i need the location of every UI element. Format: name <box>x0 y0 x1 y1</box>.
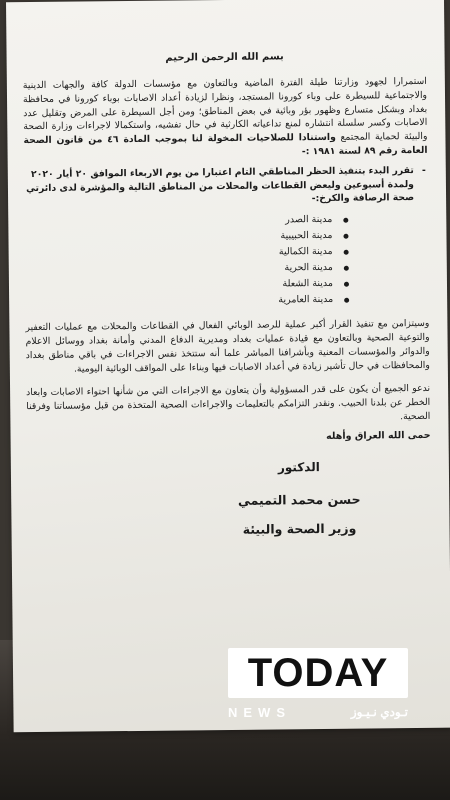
signature-name: حسن محمد التميمي <box>237 491 361 508</box>
city-name: مدينة الحرية <box>284 262 333 274</box>
city-name: مدينة العامرية <box>278 294 334 306</box>
bullet-icon <box>343 218 348 223</box>
intro-paragraph <box>23 75 428 162</box>
commitment-paragraph: وسيتزامن مع تنفيذ القرار أكبر عملية للرصد الوبائي الفعال في القطاعات والمحلات مع عمليات التعفير والتوعية الصحية وبالتعاون مع قيادة عمليات بغداد ومديرية الدفاع المدني وأمانة بغداد ووسائل الاعلام والدوائر والمؤسسات المعنية وبأشرافنا المباشر علما أنه ستتخذ نفس الاجراءات في باقي مناطق بغداد والمحافظات في حال تأشير زيادة في أعداد الاصابات فيها وبناءا على المواقف الوبائية اليومية. <box>25 318 430 375</box>
basmala-heading: بسم الله الرحمن الرحيم <box>165 51 284 64</box>
logo-box <box>228 648 408 698</box>
call-paragraph: ندعو الجميع أن يكون على قدر المسؤولية وأن يتعاون مع الاجراءات التي من شأنها احتواء الاصابات وابعاد الخطر عن بلدنا الحبيب. ونقدر التزامكم بالتعليمات والاجراءات الصحية المتخذة من قبل مؤسساتنا وفرقنا الصحية. <box>26 383 431 423</box>
signature-position: وزير الصحة والبيئة <box>242 520 357 537</box>
city-name: مدينة الشعلة <box>282 278 334 290</box>
bullet-icon <box>344 298 349 303</box>
logo-news-text: NEWS <box>228 704 291 720</box>
city-name: مدينة الكمالية <box>278 246 333 258</box>
watermark-logo <box>228 648 408 726</box>
intro-text: استمرارا لجهود وزارتنا طيلة الفترة الماضية وبالتعاون مع مؤسسات الدولة كافة والجهات الدينية والاجتماعية للسيطرة على وباء كورونا المستجد، ونظرا لزيادة أعداد الاصابات بوباء كورونا في محافظة بغداد وبشكل متسارع وظهور بؤر وبائية في بعض المناطق؛ ومن أجل السيطرة على المرض وتقليل عدد الاصابات وكسر سلسلة انتشاره لمنع تداعياته الكارثية في حال تفشيه، واستكمالا لاجراءات وزارة الصحة والبيئة لحماية المجتمع <box>22 75 428 143</box>
closing-line: حمى الله العراق وأهله <box>326 429 431 442</box>
bullet-icon <box>343 234 348 239</box>
decision-paragraph: - تقرر البدء بتنفيذ الحظر المناطقي التام اعتبارا من يوم الاربعاء الموافق ٢٠ أيار ٢٠٢٠ ولمدة أسبوعين وليعض القطاعات والمحلات من المناطق التالية والمؤشرة لدى دائرتي صحة الرصافة والكرخ:- <box>24 164 428 210</box>
city-list <box>24 211 429 311</box>
city-item <box>25 291 429 311</box>
signature-title: الدكتور <box>277 459 320 475</box>
document-page <box>6 0 450 732</box>
letter-body <box>23 50 432 539</box>
bullet-icon <box>344 266 349 271</box>
logo-subtitle <box>228 702 408 722</box>
bullet-icon <box>344 250 349 255</box>
logo-word: TODAY <box>247 650 389 695</box>
city-name: مدينة الحبيبية <box>280 230 333 242</box>
bullet-icon <box>344 282 349 287</box>
logo-arabic-text: تـودي نـيـوز <box>350 705 408 719</box>
intro-legal-basis: واستنادا للصلاحيات المخولة لنا بموجب المادة ٤٦ من قانون الصحة العامة رقم ٨٩ لسنة ١٩٨١ :- <box>23 132 428 158</box>
city-name: مدينة الصدر <box>285 214 333 226</box>
